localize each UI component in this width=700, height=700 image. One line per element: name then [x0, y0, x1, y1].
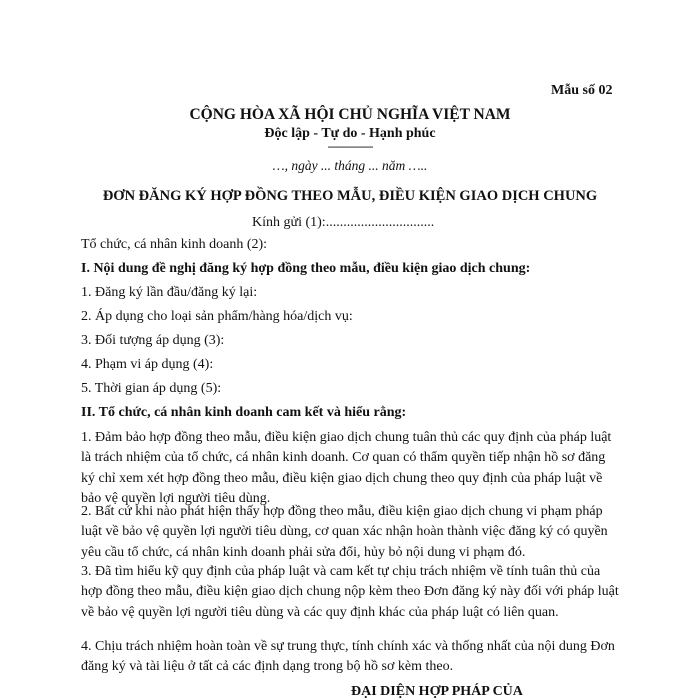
motto: Độc lập - Tự do - Hạnh phúc	[264, 126, 436, 141]
form-number: Mẫu số 02	[551, 83, 613, 98]
separator-dashes: ---------------	[327, 139, 373, 153]
section-2-paragraph-2: 2. Bất cứ khi nào phát hiện thấy hợp đồng theo mẫu, điều kiện giao dịch chung vi phạm pháp luật về bảo vệ quyền lợi người tiêu dùng, cơ quan xác nhận hoàn thành việc đăng ký có quyền yêu cầu tổ chức, cá nhân kinh doanh phải sửa đổi, hủy bỏ nội dung vi phạm đó.	[81, 504, 608, 560]
section-2-paragraph-4: 4. Chịu trách nhiệm hoàn toàn về sự trung thực, tính chính xác và thống nhất của nội dung Đơn đăng ký và tài liệu ở tất cả các định dạng trong bộ hồ sơ kèm theo.	[81, 639, 615, 675]
date-line: …, ngày ... tháng ... năm …..	[272, 158, 428, 173]
section-1-item-2: 2. Áp dụng cho loại sản phẩm/hàng hóa/dịch vụ:	[81, 309, 353, 324]
section-2-paragraph-3: 3. Đã tìm hiểu kỹ quy định của pháp luật và cam kết tự chịu trách nhiệm về tính tuân thủ của hợp đồng theo mẫu, điều kiện giao dịch chung nộp kèm theo Đơn đăng ký này đối với pháp luật về bảo vệ quyền lợi người tiêu dùng và các quy định khác của pháp luật có liên quan.	[81, 564, 619, 620]
section-2-paragraph-1: 1. Đảm bảo hợp đồng theo mẫu, điều kiện giao dịch chung tuân thủ các quy định của pháp luật là trách nhiệm của tổ chức, cá nhân kinh doanh. Cơ quan có thẩm quyền tiếp nhận hồ sơ đăng ký chỉ xem xét hợp đồng theo mẫu, điều kiện giao dịch chung theo quy định của pháp luật về bảo vệ quyền lợi người tiêu dùng.	[81, 430, 612, 506]
organization-line: Tổ chức, cá nhân kinh doanh (2):	[81, 237, 268, 252]
section-1-item-4: 4. Phạm vi áp dụng (4):	[81, 357, 214, 372]
section-1-heading: I. Nội dung đề nghị đăng ký hợp đồng theo mẫu, điều kiện giao dịch chung:	[81, 261, 531, 276]
representative-heading: ĐẠI DIỆN HỢP PHÁP CỦA	[351, 684, 523, 699]
section-1-item-5: 5. Thời gian áp dụng (5):	[81, 381, 222, 396]
section-1-item-3: 3. Đối tượng áp dụng (3):	[81, 333, 225, 348]
section-1-item-1: 1. Đăng ký lần đầu/đăng ký lại:	[81, 285, 258, 300]
document-title: ĐƠN ĐĂNG KÝ HỢP ĐỒNG THEO MẪU, ĐIỀU KIỆN GIAO DỊCH CHUNG	[102, 188, 598, 204]
addressee-line: Kính gửi (1):...............................	[252, 215, 435, 230]
nation-heading: CỘNG HÒA XÃ HỘI CHỦ NGHĨA VIỆT NAM	[189, 106, 511, 123]
section-2-heading: II. Tổ chức, cá nhân kinh doanh cam kết và hiểu rằng:	[81, 405, 407, 420]
